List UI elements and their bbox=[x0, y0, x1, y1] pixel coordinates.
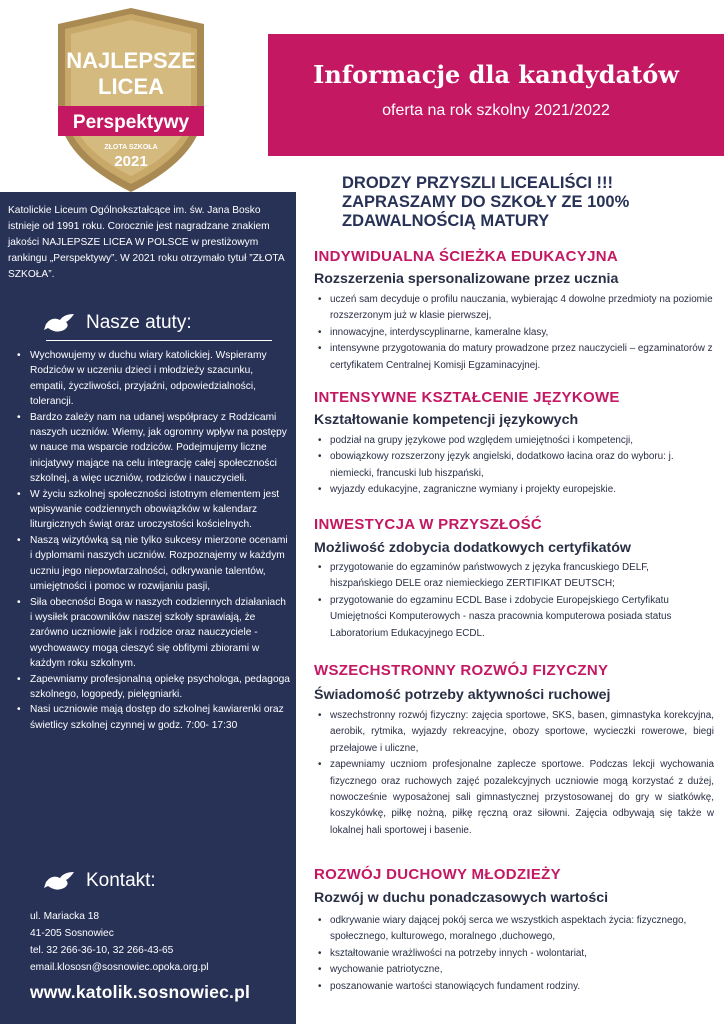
atuty-heading-label: Nasze atuty: bbox=[86, 312, 192, 333]
section-subtitle: Kształtowanie kompetencji językowych bbox=[314, 412, 579, 428]
list-item: • Wychowujemy w duchu wiary katolickiej. Wspieramy Rodziców w uczeniu dzieci i młodzieży szacunku, empatii, życzliwości, przyjaźni, odpowiedzialności, tolerancji. bbox=[14, 348, 290, 410]
badge-line1: NAJLEPSZE bbox=[66, 48, 196, 73]
section-list bbox=[314, 292, 714, 374]
list-item: • zapewniamy uczniom profesjonalne zaplecze sportowe. Podczas lekcji wychowania fizycznego oraz ruchowych zajęć pozalekcyjnych uczniowie mogą korzystać z dużej, nowocześnie wyposażonej sali gimnastycznej przystosowanej do gry w siatkówkę, koszykówkę, piłkę nożną, piłkę ręczną oraz siłowni. Zajęcia odbywają się także w lokalnej hali sportowej i basenie. bbox=[314, 757, 714, 839]
list-item: • obowiązkowy rozszerzony język angielski, dodatkowo łacina oraz do wyboru: j. niemiecki, francuski lub hiszpański, bbox=[314, 449, 714, 482]
kontakt-heading-label: Kontakt: bbox=[86, 870, 156, 891]
contact-details bbox=[30, 908, 209, 976]
page-title: Informacje dla kandydatów bbox=[313, 60, 679, 89]
list-item: • W życiu szkolnej społeczności istotnym elementem jest wpisywanie codziennych obowiązków w kalendarz liturgicznych świąt oraz uroczystości kościelnych. bbox=[14, 487, 290, 533]
slogan-line: ZAPRASZAMY DO SZKOŁY ZE 100% bbox=[342, 193, 630, 211]
contact-street: ul. Mariacka 18 bbox=[30, 911, 100, 922]
list-item: • przygotowanie do egzaminu ECDL Base i zdobycie Europejskiego Certyfikatu Umiejętności Komputerowych - nasza pracownia komputerowa posiada status Laboratorium Edukacyjnego ECDL. bbox=[314, 593, 714, 642]
list-item: • odkrywanie wiary dającej pokój serca we wszystkich aspektach życia: fizycznego, społecznego, kulturowego, moralnego ,duchowego, bbox=[314, 913, 714, 946]
slogan-line: ZDAWALNOŚCIĄ MATURY bbox=[342, 212, 550, 230]
badge-ribbon: Perspektywy bbox=[72, 112, 190, 133]
list-item: • przygotowanie do egzaminów państwowych z języka francuskiego DELF, hiszpańskiego DELE oraz niemieckiego ZERTIFIKAT DEUTSCH; bbox=[314, 560, 714, 593]
award-badge-logo bbox=[46, 6, 216, 194]
dove-icon bbox=[44, 870, 76, 892]
section-list bbox=[314, 913, 714, 995]
list-item: • uczeń sam decyduje o profilu nauczania, wybierając 4 dowolne przedmioty na poziomie rozszerzonym już w klasie pierwszej, bbox=[314, 292, 714, 325]
kontakt-heading bbox=[44, 870, 156, 892]
website-link[interactable]: www.katolik.sosnowiec.pl bbox=[30, 982, 251, 1002]
list-item: • podział na grupy językowe pod względem umiejętności i kompetencji, bbox=[314, 433, 714, 449]
list-item: • poszanowanie wartości stanowiących fundament rodziny. bbox=[314, 979, 714, 995]
list-item: • Nasi uczniowie mają dostęp do szkolnej kawiarenki oraz świetlicy szkolnej czynnej w godz. 7:00- 17:30 bbox=[14, 702, 290, 733]
atuty-heading bbox=[44, 312, 192, 334]
dove-icon bbox=[44, 312, 76, 334]
list-item: • Naszą wizytówką są nie tylko sukcesy mierzone ocenami i dyplomami naszych uczniów. Rozpoznajemy w każdym uczniu jego niepowtarzalności, odkrywanie talentów, umiejętności i pomoc w rozwijaniu pasji, bbox=[14, 533, 290, 595]
badge-award: ZŁOTA SZKOŁA bbox=[104, 144, 158, 151]
atuty-list bbox=[14, 348, 290, 733]
section-subtitle: Rozszerzenia spersonalizowane przez ucznia bbox=[314, 271, 619, 287]
section-title: WSZECHSTRONNY ROZWÓJ FIZYCZNY bbox=[314, 662, 609, 679]
section-list bbox=[314, 708, 714, 839]
badge-year: 2021 bbox=[114, 153, 148, 170]
contact-email[interactable]: email.klososn@sosnowiec.opoka.org.pl bbox=[30, 962, 209, 973]
section-subtitle: Świadomość potrzeby aktywności ruchowej bbox=[314, 687, 611, 703]
section-list bbox=[314, 560, 714, 642]
list-item: • wyjazdy edukacyjne, zagraniczne wymiany i projekty europejskie. bbox=[314, 482, 714, 498]
section-title: INTENSYWNE KSZTAŁCENIE JĘZYKOWE bbox=[314, 389, 620, 406]
list-item: • Siła obecności Boga w naszych codziennych działaniach i wysiłek pracowników naszej szkoły sprawiają, że zarówno uczniowie jak i rodzice oraz nauczyciele - wychowawcy mogą cieszyć się obfitymi zbiorami w każdym roku szkolnym. bbox=[14, 595, 290, 672]
list-item: • wychowanie patriotyczne, bbox=[314, 962, 714, 978]
list-item: • Bardzo zależy nam na udanej współpracy z Rodzicami naszych uczniów. Wiemy, jak ogromny wpływ na postępy w nauce ma wsparcie rodziców. Podejmujemy liczne inicjatywy mające na celu integrację całej społeczności szkolnej, a więc uczniów, rodziców i nauczycieli. bbox=[14, 410, 290, 487]
contact-city: 41-205 Sosnowiec bbox=[30, 928, 114, 939]
list-item: • innowacyjne, interdyscyplinarne, kameralne klasy, bbox=[314, 325, 714, 341]
badge-line2: LICEA bbox=[98, 74, 164, 99]
school-intro: Katolickie Liceum Ogólnokształcące im. św. Jana Bosko istnieje od 1991 roku. Corocznie jest nagradzane znakiem jakości NAJLEPSZE LICEA W POLSCE w prestiżowym rankingu „Perspektywy”. W 2021 roku otrzymało tytuł ”ZŁOTA SZKOŁA”. bbox=[8, 205, 285, 280]
section-subtitle: Możliwość zdobycia dodatkowych certyfikatów bbox=[314, 540, 631, 556]
slogan-line: DRODZY PRZYSZLI LICEALIŚCI !!! bbox=[342, 174, 614, 192]
list-item: • intensywne przygotowania do matury prowadzone przez nauczycieli – egzaminatorów z certyfikatem Centralnej Komisji Egzaminacyjnej. bbox=[314, 341, 714, 374]
divider bbox=[46, 340, 272, 341]
list-item: • Zapewniamy profesjonalną opiekę psychologa, pedagoga szkolnego, logopedy, pielęgniarki. bbox=[14, 672, 290, 703]
slogan bbox=[342, 174, 712, 231]
section-title: INWESTYCJA W PRZYSZŁOŚĆ bbox=[314, 516, 543, 533]
page-subtitle: oferta na rok szkolny 2021/2022 bbox=[382, 102, 610, 119]
header-banner bbox=[268, 34, 724, 156]
list-item: • wszechstronny rozwój fizyczny: zajęcia sportowe, SKS, basen, gimnastyka korekcyjna, aerobik, rytmika, wyjazdy rekreacyjne, obozy sportowe, wycieczki rowerowe, biegi przełajowe i uliczne, bbox=[314, 708, 714, 757]
section-subtitle: Rozwój w duchu ponadczasowych wartości bbox=[314, 890, 609, 906]
main-content bbox=[296, 156, 724, 1024]
section-title: ROZWÓJ DUCHOWY MŁODZIEŻY bbox=[314, 866, 561, 883]
section-list bbox=[314, 433, 714, 499]
list-item: • kształtowanie wrażliwości na potrzeby innych - wolontariat, bbox=[314, 946, 714, 962]
section-title: INDYWIDUALNA ŚCIEŻKA EDUKACYJNA bbox=[314, 248, 619, 265]
contact-phone[interactable]: tel. 32 266-36-10, 32 266-43-65 bbox=[30, 945, 174, 956]
